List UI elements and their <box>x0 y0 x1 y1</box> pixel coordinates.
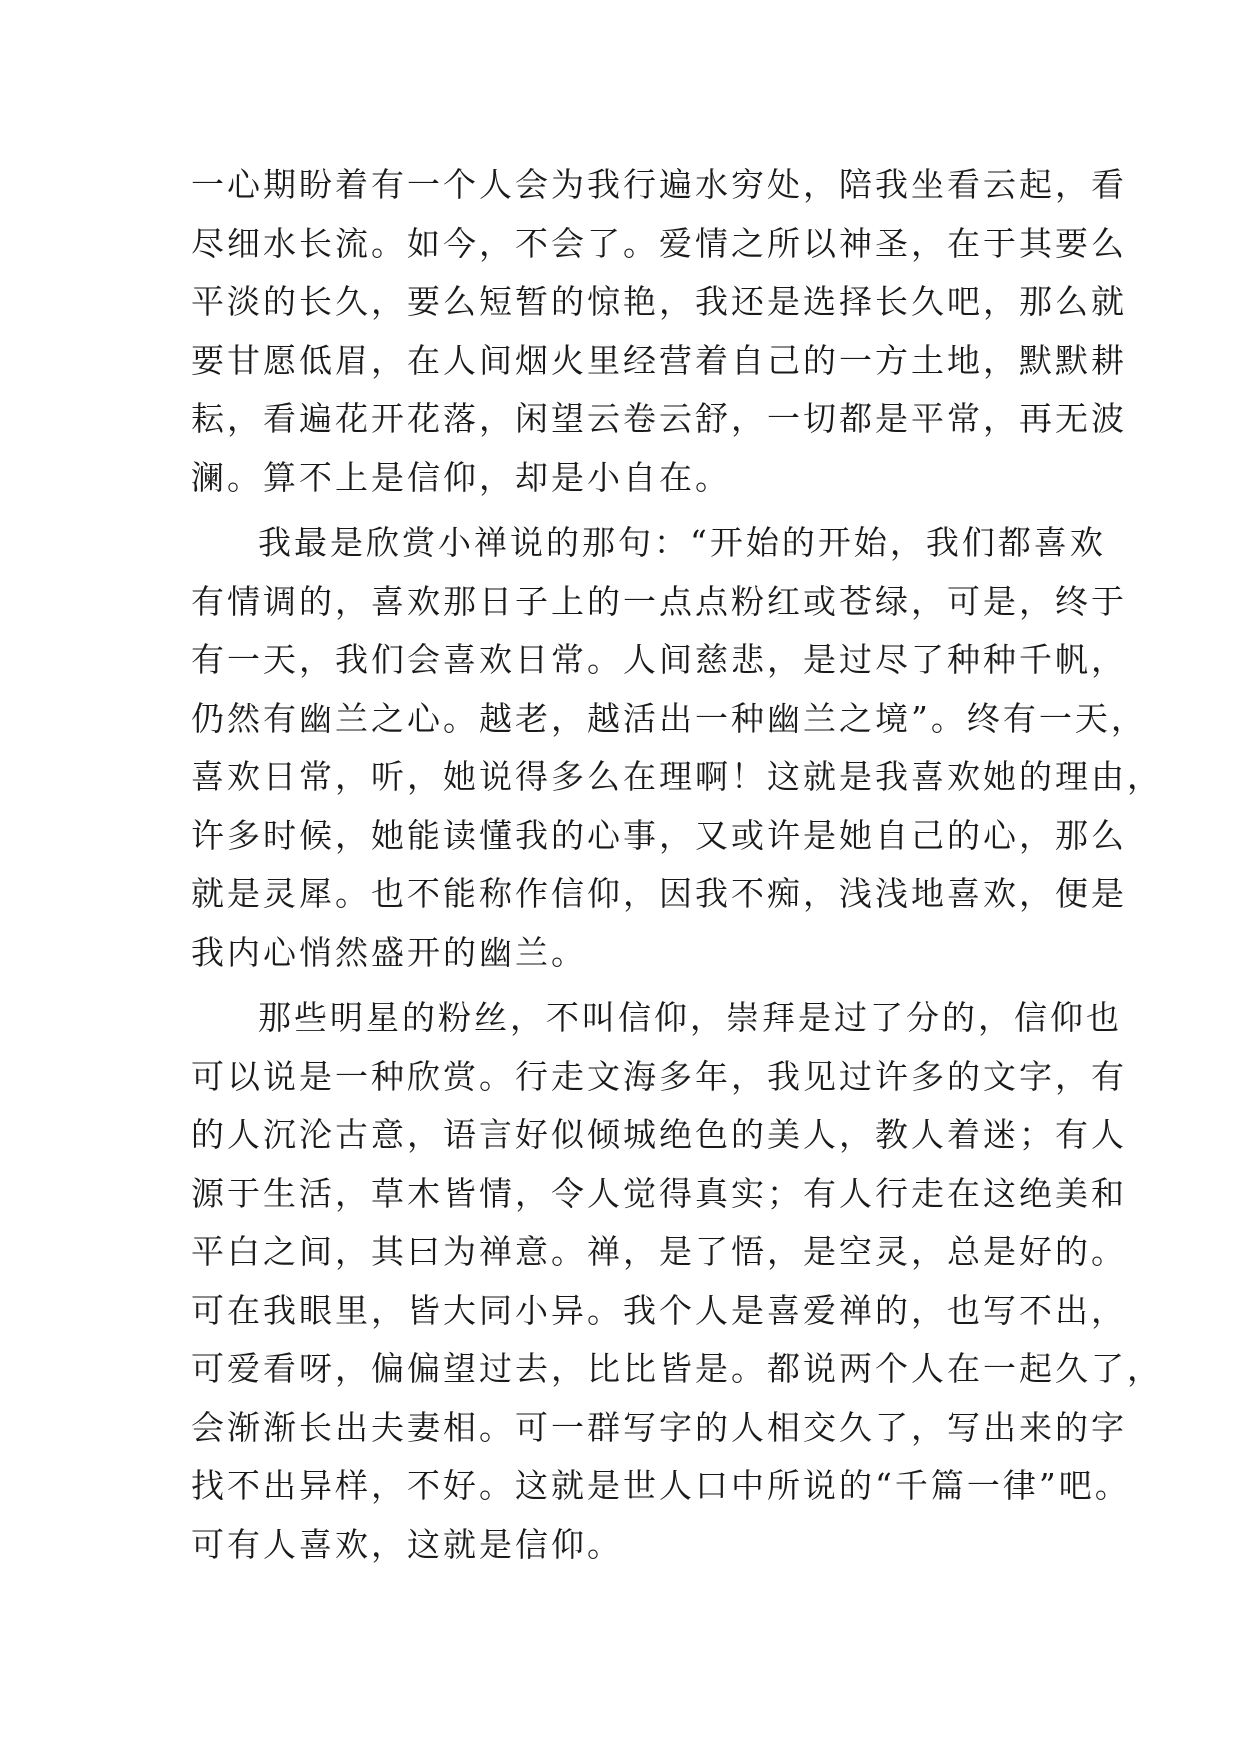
text-line: 可在我眼里，皆大同小异。我个人是喜爱禅的，也写不出， <box>191 1290 1127 1330</box>
text-line: 有一天，我们会喜欢日常。人间慈悲，是过尽了种种千帆， <box>191 640 1127 679</box>
text-line: 仍然有幽兰之心。越老，越活出一种幽兰之境”。终有一天， <box>191 698 1147 738</box>
paragraph-2 <box>191 514 1163 982</box>
text-line: 会渐渐长出夫妻相。可一群写字的人相交久了，写出来的字 <box>191 1407 1127 1447</box>
text-line: 源于生活，草木皆情，令人觉得真实；有人行走在这绝美和 <box>191 1173 1127 1213</box>
text-line: 就是灵犀。也不能称作信仰，因我不痴，浅浅地喜欢，便是 <box>191 874 1127 913</box>
text-line: 有情调的，喜欢那日子上的一点点粉红或苍绿，可是，终于 <box>191 581 1127 621</box>
text-line: 可以说是一种欣赏。行走文海多年，我见过许多的文字，有 <box>191 1056 1127 1096</box>
text-line: 尽细水长流。如今，不会了。爱情之所以神圣，在于其要么 <box>191 223 1127 263</box>
text-line: 平白之间，其曰为禅意。禅，是了悟，是空灵，总是好的。 <box>191 1232 1127 1271</box>
text-line: 找不出异样，不好。这就是世人口中所说的“千篇一律”吧。 <box>191 1466 1131 1505</box>
text-line: 可有人喜欢，这就是信仰。 <box>191 1524 623 1564</box>
text-line: 平淡的长久，要么短暂的惊艳，我还是选择长久吧，那么就 <box>191 282 1127 321</box>
text-line: 澜。算不上是信仰，却是小自在。 <box>191 457 731 497</box>
text-line: 可爱看呀，偏偏望过去，比比皆是。都说两个人在一起久了， <box>191 1349 1163 1388</box>
text-line: 许多时候，她能读懂我的心事，又或许是她自己的心，那么 <box>191 815 1127 855</box>
text-line: 一心期盼着有一个人会为我行遍水穷处，陪我坐看云起，看 <box>191 165 1127 204</box>
paragraph-1 <box>191 156 1127 507</box>
text-line: 的人沉沦古意，语言好似倾城绝色的美人，教人着迷；有人 <box>191 1115 1127 1154</box>
text-line: 耘，看遍花开花落，闲望云卷云舒，一切都是平常，再无波 <box>191 399 1127 438</box>
document-body <box>191 156 1163 1574</box>
paragraph-spacer <box>191 982 1051 989</box>
text-line: 要甘愿低眉，在人间烟火里经营着自己的一方土地，默默耕 <box>191 340 1127 380</box>
text-line: 那些明星的粉丝，不叫信仰，崇拜是过了分的，信仰也 <box>258 998 1122 1037</box>
text-line: 喜欢日常，听，她说得多么在理啊！这就是我喜欢她的理由， <box>191 757 1163 796</box>
paragraph-3 <box>191 989 1163 1574</box>
text-line: 我内心悄然盛开的幽兰。 <box>191 932 587 972</box>
text-line: 我最是欣赏小禅说的那句：“开始的开始，我们都喜欢 <box>258 523 1106 562</box>
paragraph-spacer <box>191 507 1051 514</box>
